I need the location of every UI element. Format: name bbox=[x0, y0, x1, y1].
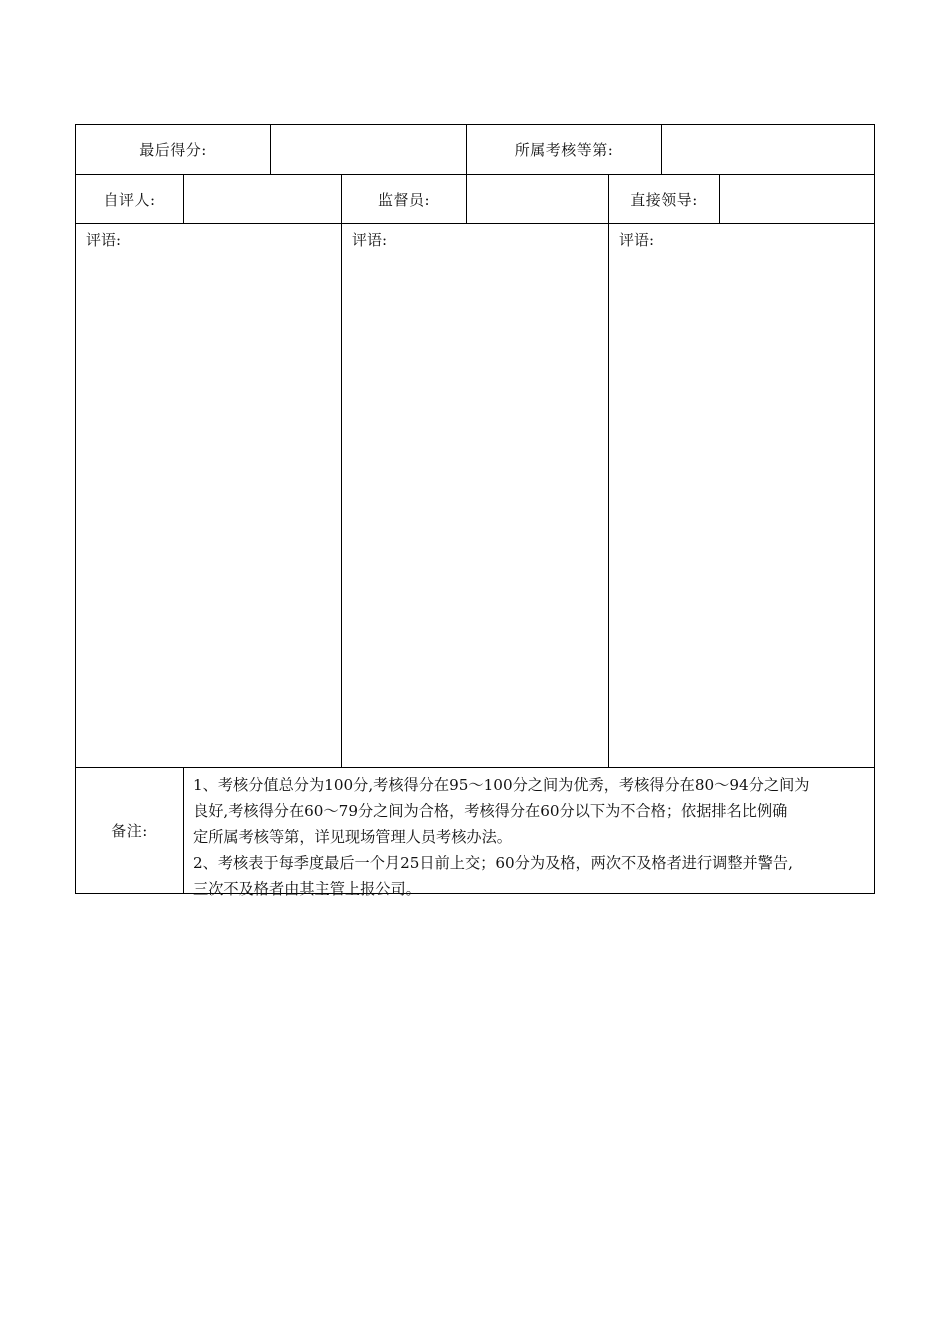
grade-label: 所属考核等第: bbox=[466, 124, 662, 175]
direct-leader-field[interactable] bbox=[719, 174, 875, 224]
self-evaluator-label: 自评人: bbox=[75, 174, 184, 224]
note-line-5: 三次不及格者由其主管上报公司。 bbox=[193, 880, 421, 898]
supervisor-label: 监督员: bbox=[341, 174, 467, 224]
notes-text bbox=[193, 772, 868, 902]
supervisor-comment-box[interactable] bbox=[341, 223, 609, 768]
self-evaluator-field[interactable] bbox=[183, 174, 342, 224]
supervisor-comment-label: 评语: bbox=[352, 231, 388, 249]
supervisor-field[interactable] bbox=[466, 174, 609, 224]
leader-comment-box[interactable] bbox=[608, 223, 875, 768]
note-line-4: 2、考核表于每季度最后一个月25日前上交；60分为及格，两次不及格者进行调整并警告, bbox=[193, 854, 793, 872]
final-score-label: 最后得分: bbox=[75, 124, 271, 175]
leader-comment-label: 评语: bbox=[619, 231, 655, 249]
notes-content bbox=[183, 767, 875, 898]
final-score-field[interactable] bbox=[270, 124, 467, 175]
direct-leader-label: 直接领导: bbox=[608, 174, 720, 224]
note-line-2: 良好,考核得分在60～79分之间为合格，考核得分在60分以下为不合格；依据排名比例确 bbox=[193, 802, 788, 820]
grade-field[interactable] bbox=[661, 124, 875, 175]
note-line-1: 1、考核分值总分为100分,考核得分在95～100分之间为优秀，考核得分在80～94分之间为 bbox=[193, 776, 810, 794]
self-comment-label: 评语: bbox=[86, 231, 122, 249]
self-comment-box[interactable] bbox=[75, 223, 342, 768]
notes-label: 备注: bbox=[75, 767, 184, 894]
evaluation-form-table bbox=[75, 124, 875, 898]
note-line-3: 定所属考核等第，详见现场管理人员考核办法。 bbox=[193, 828, 512, 846]
